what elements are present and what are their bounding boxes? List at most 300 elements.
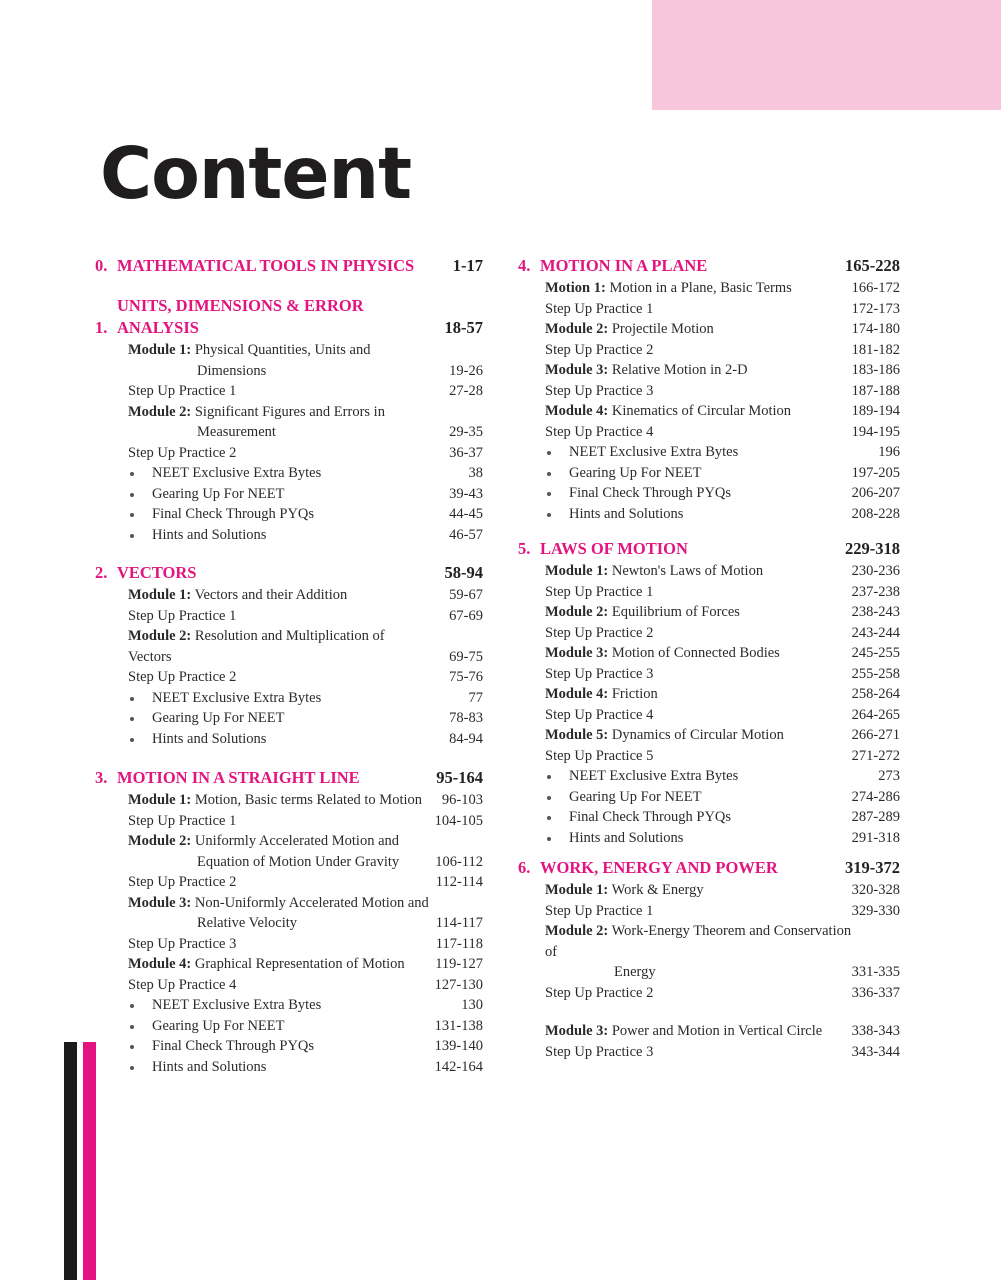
entry-label: Step Up Practice 4	[128, 976, 237, 993]
module-label: Module 3:	[545, 1023, 609, 1039]
entry-label: Step Up Practice 2	[545, 984, 654, 1001]
entry-text	[152, 504, 449, 525]
entry-text	[152, 463, 469, 484]
module-title: Graphical Representation of Motion	[194, 956, 405, 972]
chapter-title: MATHEMATICAL TOOLS IN PHYSICS	[117, 256, 415, 275]
entry-pages: 329-330	[851, 902, 900, 919]
chapter-title: LAWS OF MOTION	[540, 539, 688, 558]
entry-pages: 172-173	[851, 300, 900, 317]
entry-pages: 117-118	[435, 935, 483, 952]
entry-text	[128, 831, 435, 872]
entry-text	[128, 954, 435, 975]
entry-pages: 84-94	[449, 730, 483, 747]
entry-text	[545, 643, 852, 664]
entry-text	[545, 983, 852, 1004]
entry-label: Gearing Up For NEET	[152, 1017, 285, 1034]
module-label: Module 4:	[545, 403, 609, 419]
module-entry[interactable]	[518, 684, 900, 705]
entry-pages: 237-238	[851, 583, 900, 600]
practice-entry[interactable]	[518, 623, 900, 644]
practice-entry[interactable]	[95, 606, 483, 627]
entry-text	[545, 921, 852, 983]
chapter-number: 4.	[518, 256, 531, 275]
entry-pages: 119-127	[435, 956, 483, 972]
entry-label: NEET Exclusive Extra Bytes	[152, 689, 322, 706]
practice-entry[interactable]	[518, 983, 900, 1004]
entry-label: Step Up Practice 3	[545, 1043, 654, 1060]
entry-label: Step Up Practice 4	[545, 706, 654, 723]
page-title: Content	[100, 132, 412, 215]
bullet-entry[interactable]	[518, 787, 900, 808]
entry-label: Hints and Solutions	[152, 1058, 267, 1075]
entry-text	[569, 504, 852, 525]
entry-pages: 38	[468, 465, 483, 481]
entry-pages: 39-43	[449, 485, 483, 502]
entry-text	[545, 684, 852, 705]
entry-text	[128, 626, 449, 667]
entry-text	[152, 1057, 435, 1078]
bullet-entry[interactable]	[518, 463, 900, 484]
bullet-entry[interactable]	[518, 828, 900, 849]
module-entry[interactable]	[518, 643, 900, 664]
entry-text	[545, 746, 852, 767]
entry-label: Gearing Up For NEET	[152, 485, 285, 502]
entry-label: Step Up Practice 1	[545, 902, 654, 919]
chapter-number: 6.	[518, 858, 531, 877]
entry-pages: 208-228	[851, 505, 900, 522]
entry-pages: 75-76	[449, 669, 483, 685]
entry-text	[128, 934, 436, 955]
entry-text	[152, 1036, 435, 1057]
bullet-entry[interactable]	[95, 1016, 483, 1037]
practice-entry[interactable]	[518, 422, 900, 443]
module-entry[interactable]	[95, 954, 483, 975]
bullet-entry[interactable]	[518, 766, 900, 787]
entry-text	[545, 901, 852, 922]
chapter-section	[95, 562, 483, 749]
entry-text	[128, 667, 449, 688]
chapter-section	[95, 295, 483, 545]
module-title: Newton's Laws of Motion	[611, 563, 764, 579]
entry-text	[545, 401, 852, 422]
entry-label: Step Up Practice 3	[545, 665, 654, 682]
module-label: Motion 1:	[545, 280, 606, 296]
entry-text	[152, 484, 449, 505]
chapter-title: WORK, ENERGY AND POWER	[540, 858, 778, 877]
module-entry[interactable]	[95, 893, 483, 934]
entry-text	[152, 1016, 435, 1037]
module-entry[interactable]	[95, 585, 483, 606]
entry-label: Step Up Practice 1	[128, 607, 237, 624]
chapter-heading[interactable]	[95, 295, 483, 339]
entry-pages: 243-244	[851, 624, 900, 641]
bullet-entry[interactable]	[95, 1036, 483, 1057]
entry-text	[545, 582, 852, 603]
entry-pages: 106-112	[435, 853, 483, 870]
entry-text	[128, 402, 449, 443]
chapter-pages: 18-57	[444, 318, 483, 337]
entry-pages: 114-117	[435, 915, 483, 931]
module-title: Work-Energy Theorem and Conservation of	[545, 923, 852, 960]
entry-label: Final Check Through PYQs	[152, 506, 315, 522]
practice-entry[interactable]	[518, 664, 900, 685]
entry-pages: 320-328	[851, 882, 900, 898]
entry-text	[569, 442, 878, 463]
chapter-pages: 165-228	[845, 256, 900, 275]
entry-pages: 181-182	[851, 341, 900, 358]
entry-pages: 206-207	[851, 485, 900, 501]
entry-text	[128, 893, 436, 934]
entry-label: Step Up Practice 1	[545, 583, 654, 600]
module-label: Module 3:	[128, 894, 192, 911]
entry-pages: 44-45	[449, 506, 483, 522]
module-label: Module 1:	[545, 563, 609, 579]
bullet-entry[interactable]	[95, 995, 483, 1016]
module-entry[interactable]	[95, 340, 483, 381]
module-title-continued: Energy	[614, 964, 656, 980]
bullet-entry[interactable]	[95, 484, 483, 505]
practice-entry[interactable]	[518, 381, 900, 402]
toc-left-column	[95, 255, 483, 1091]
module-entry[interactable]	[518, 319, 900, 340]
practice-entry[interactable]	[518, 901, 900, 922]
entry-text	[545, 1042, 852, 1063]
decorative-magenta-bar	[83, 1042, 96, 1280]
entry-text	[545, 602, 852, 623]
toc-right-column	[518, 255, 900, 1076]
entry-pages: 59-67	[449, 587, 483, 603]
entry-pages: 142-164	[434, 1058, 483, 1075]
bullet-entry[interactable]	[95, 463, 483, 484]
module-label: Module 1:	[128, 342, 192, 358]
entry-label: Step Up Practice 4	[545, 423, 654, 440]
entry-text	[545, 664, 852, 685]
chapter-number: 3.	[95, 768, 108, 787]
practice-entry[interactable]	[95, 975, 483, 996]
entry-label: NEET Exclusive Extra Bytes	[569, 444, 739, 460]
module-title: Relative Motion in 2-D	[611, 362, 748, 378]
chapter-pages: 229-318	[845, 539, 900, 558]
module-entry[interactable]	[95, 790, 483, 811]
entry-label: Step Up Practice 3	[128, 935, 237, 952]
chapter-section	[518, 255, 900, 524]
entry-text	[152, 708, 449, 729]
module-title: Equilibrium of Forces	[611, 604, 740, 620]
entry-text	[545, 381, 852, 402]
practice-entry[interactable]	[518, 746, 900, 767]
module-title: Non-Uniformly Accelerated Motion and	[194, 894, 429, 911]
module-entry[interactable]	[518, 602, 900, 623]
entry-text	[545, 1021, 852, 1042]
entry-label: Hints and Solutions	[152, 526, 267, 543]
chapter-number: 0.	[95, 256, 108, 275]
entry-pages: 19-26	[449, 362, 483, 379]
module-label: Module 3:	[545, 645, 609, 661]
entry-pages: 69-75	[449, 648, 483, 665]
entry-text	[569, 787, 852, 808]
chapter-heading[interactable]	[95, 255, 483, 277]
entry-pages: 291-318	[851, 829, 900, 846]
module-title: Motion in a Plane, Basic Terms	[609, 280, 792, 296]
module-label: Module 4:	[128, 956, 192, 972]
entry-label: Gearing Up For NEET	[152, 710, 285, 726]
entry-label: Hints and Solutions	[569, 829, 684, 846]
decorative-black-bar	[64, 1042, 77, 1280]
entry-pages: 274-286	[851, 788, 900, 805]
entry-text	[545, 725, 852, 746]
entry-pages: 36-37	[449, 444, 483, 461]
module-title: Vectors and their Addition	[194, 587, 348, 603]
spacer	[518, 1003, 900, 1021]
module-entry[interactable]	[518, 278, 900, 299]
entry-pages: 238-243	[851, 604, 900, 620]
entry-pages: 174-180	[851, 321, 900, 337]
entry-label: Step Up Practice 1	[128, 812, 237, 829]
module-title-continued: Vectors	[128, 648, 172, 665]
entry-text	[545, 299, 852, 320]
entry-pages: 27-28	[449, 383, 483, 399]
chapter-heading[interactable]	[518, 255, 900, 277]
module-title-continued: Equation of Motion Under Gravity	[197, 853, 400, 870]
entry-pages: 264-265	[851, 706, 900, 723]
module-entry[interactable]	[95, 831, 483, 872]
practice-entry[interactable]	[518, 299, 900, 320]
chapter-pages: 1-17	[452, 256, 483, 275]
entry-pages: 197-205	[851, 464, 900, 481]
bullet-entry[interactable]	[95, 1057, 483, 1078]
entry-pages: 271-272	[851, 747, 900, 764]
entry-pages: 230-236	[851, 563, 900, 579]
entry-pages: 273	[878, 768, 900, 784]
entry-pages: 29-35	[449, 424, 483, 440]
entry-label: Step Up Practice 1	[545, 300, 654, 317]
chapter-number: 2.	[95, 563, 108, 582]
module-label: Module 1:	[128, 792, 192, 808]
module-title: Motion, Basic terms Related to Motion	[194, 792, 423, 808]
entry-label: Step Up Practice 2	[128, 669, 237, 685]
module-entry[interactable]	[518, 1021, 900, 1042]
entry-label: Hints and Solutions	[152, 730, 267, 747]
entry-text	[569, 463, 852, 484]
practice-entry[interactable]	[518, 1042, 900, 1063]
entry-label: Final Check Through PYQs	[569, 485, 732, 501]
bullet-entry[interactable]	[518, 483, 900, 504]
entry-pages: 112-114	[435, 874, 483, 890]
entry-text	[545, 340, 852, 361]
module-entry[interactable]	[518, 360, 900, 381]
chapter-number: 1.	[95, 318, 108, 337]
module-label: Module 2:	[545, 923, 609, 939]
entry-text	[545, 561, 852, 582]
entry-text	[545, 623, 852, 644]
entry-pages: 187-188	[851, 382, 900, 399]
module-title: Work & Energy	[611, 882, 704, 898]
chapter-section	[518, 857, 900, 1062]
entry-pages: 131-138	[434, 1017, 483, 1034]
chapter-heading[interactable]	[518, 857, 900, 879]
practice-entry[interactable]	[95, 934, 483, 955]
bullet-entry[interactable]	[518, 442, 900, 463]
entry-pages: 245-255	[851, 645, 900, 661]
entry-label: Step Up Practice 2	[545, 624, 654, 641]
chapter-number: 5.	[518, 539, 531, 558]
practice-entry[interactable]	[518, 582, 900, 603]
entry-pages: 67-69	[449, 607, 483, 624]
module-entry[interactable]	[95, 626, 483, 667]
entry-pages: 78-83	[449, 710, 483, 726]
bullet-entry[interactable]	[95, 688, 483, 709]
practice-entry[interactable]	[518, 705, 900, 726]
module-label: Module 1:	[545, 882, 609, 898]
entry-pages: 183-186	[851, 362, 900, 378]
module-title: Power and Motion in Vertical Circle	[611, 1023, 823, 1039]
entry-pages: 258-264	[851, 686, 900, 702]
entry-label: Hints and Solutions	[569, 505, 684, 522]
entry-label: Step Up Practice 1	[128, 383, 237, 399]
entry-label: Final Check Through PYQs	[152, 1038, 315, 1054]
module-entry[interactable]	[518, 880, 900, 901]
entry-text	[128, 585, 449, 606]
entry-text	[569, 807, 852, 828]
module-entry[interactable]	[518, 725, 900, 746]
bullet-entry[interactable]	[518, 504, 900, 525]
entry-text	[545, 278, 852, 299]
bullet-entry[interactable]	[518, 807, 900, 828]
entry-text	[128, 381, 449, 402]
entry-pages: 104-105	[434, 812, 483, 829]
module-title: Uniformly Accelerated Motion and	[194, 833, 400, 849]
module-label: Module 2:	[545, 604, 609, 620]
chapter-title: MOTION IN A STRAIGHT LINE	[117, 768, 360, 787]
entry-pages: 127-130	[434, 976, 483, 993]
practice-entry[interactable]	[518, 340, 900, 361]
module-label: Module 2:	[128, 833, 192, 849]
chapter-title: MOTION IN A PLANE	[540, 256, 708, 275]
entry-text	[545, 880, 852, 901]
entry-text	[545, 422, 852, 443]
module-label: Module 3:	[545, 362, 609, 378]
module-title: Physical Quantities, Units and	[194, 342, 371, 358]
chapter-heading[interactable]	[518, 538, 900, 560]
practice-entry[interactable]	[95, 872, 483, 893]
module-label: Module 4:	[545, 686, 609, 702]
entry-pages: 166-172	[851, 280, 900, 296]
practice-entry[interactable]	[95, 443, 483, 464]
module-entry[interactable]	[518, 401, 900, 422]
chapter-section	[518, 538, 900, 848]
entry-label: Step Up Practice 2	[128, 874, 237, 890]
module-label: Module 2:	[128, 628, 192, 644]
entry-pages: 255-258	[851, 665, 900, 682]
module-title: Motion of Connected Bodies	[611, 645, 780, 661]
entry-text	[152, 525, 449, 546]
entry-pages: 46-57	[449, 526, 483, 543]
module-title: Dynamics of Circular Motion	[611, 727, 784, 743]
entry-text	[128, 790, 442, 811]
entry-label: Step Up Practice 5	[545, 747, 654, 764]
entry-text	[128, 811, 435, 832]
entry-label: Gearing Up For NEET	[569, 788, 702, 805]
entry-label: NEET Exclusive Extra Bytes	[569, 768, 739, 784]
entry-text	[569, 766, 878, 787]
entry-label: Final Check Through PYQs	[569, 809, 732, 825]
entry-pages: 336-337	[851, 984, 900, 1001]
chapter-heading[interactable]	[95, 767, 483, 789]
module-label: Module 2:	[545, 321, 609, 337]
entry-pages: 189-194	[851, 403, 900, 419]
chapter-title: VECTORS	[117, 563, 197, 582]
practice-entry[interactable]	[95, 667, 483, 688]
chapter-heading[interactable]	[95, 562, 483, 584]
module-title: Friction	[611, 686, 658, 702]
practice-entry[interactable]	[95, 381, 483, 402]
entry-label: Gearing Up For NEET	[569, 464, 702, 481]
entry-text	[545, 319, 852, 340]
entry-text	[152, 729, 449, 750]
entry-pages: 196	[878, 444, 900, 460]
module-title: Kinematics of Circular Motion	[611, 403, 792, 419]
bullet-entry[interactable]	[95, 525, 483, 546]
chapter-title: UNITS, DIMENSIONS & ERROR ANALYSIS	[117, 296, 364, 337]
module-entry[interactable]	[518, 561, 900, 582]
entry-label: NEET Exclusive Extra Bytes	[152, 997, 322, 1013]
module-title-continued: Dimensions	[197, 362, 267, 379]
chapter-section	[95, 767, 483, 1077]
module-label: Module 1:	[128, 587, 192, 603]
module-entry[interactable]	[518, 921, 900, 983]
entry-text	[128, 872, 436, 893]
bullet-entry[interactable]	[95, 729, 483, 750]
entry-text	[152, 688, 469, 709]
module-entry[interactable]	[95, 402, 483, 443]
entry-label: Step Up Practice 3	[545, 382, 654, 399]
module-title: Projectile Motion	[611, 321, 714, 337]
entry-text	[128, 443, 449, 464]
entry-text	[128, 340, 449, 381]
chapter-pages: 58-94	[444, 563, 483, 582]
entry-text	[569, 483, 852, 504]
module-title-continued: Relative Velocity	[197, 915, 297, 931]
chapter-pages: 95-164	[436, 768, 483, 787]
practice-entry[interactable]	[95, 811, 483, 832]
entry-pages: 343-344	[851, 1043, 900, 1060]
entry-label: Step Up Practice 2	[128, 444, 237, 461]
entry-text	[128, 975, 435, 996]
module-title: Significant Figures and Errors in	[194, 403, 385, 420]
bullet-entry[interactable]	[95, 708, 483, 729]
entry-pages: 331-335	[851, 964, 900, 980]
entry-label: NEET Exclusive Extra Bytes	[152, 465, 322, 481]
entry-pages: 194-195	[851, 423, 900, 440]
entry-label: Step Up Practice 2	[545, 341, 654, 358]
entry-pages: 139-140	[434, 1038, 483, 1054]
entry-pages: 287-289	[851, 809, 900, 825]
entry-text	[152, 995, 461, 1016]
module-label: Module 2:	[128, 403, 192, 420]
bullet-entry[interactable]	[95, 504, 483, 525]
entry-pages: 130	[461, 997, 483, 1013]
module-title: Resolution and Multiplication of	[194, 628, 385, 644]
entry-pages: 96-103	[441, 792, 483, 808]
chapter-section	[95, 255, 483, 277]
entry-pages: 338-343	[851, 1023, 900, 1039]
chapter-pages: 319-372	[845, 858, 900, 877]
entry-pages: 266-271	[851, 727, 900, 743]
entry-text	[545, 360, 852, 381]
entry-text	[569, 828, 852, 849]
module-label: Module 5:	[545, 727, 609, 743]
module-title-continued: Measurement	[197, 424, 276, 440]
